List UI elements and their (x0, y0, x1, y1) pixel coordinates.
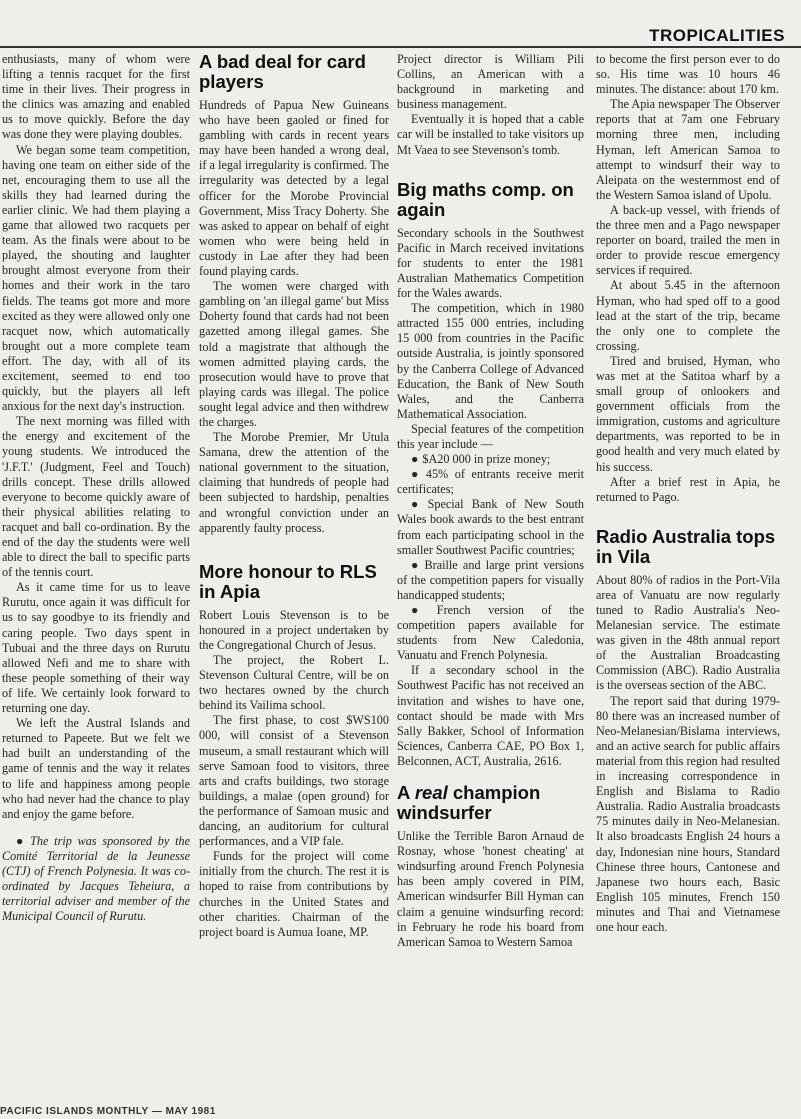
paragraph: Tired and bruised, Hyman, who was met at the Satitoa wharf by a small group of onlookers and government officials from the immigration, customs and agriculture departments, was reported to be in good health and very much elated by his success. (596, 353, 780, 474)
page-footer: PACIFIC ISLANDS MONTHLY — MAY 1981 (0, 1106, 216, 1117)
column-1 (2, 52, 190, 1095)
list-item-text: $A20 000 in prize money; (422, 452, 551, 467)
paragraph: The first phase, to cost $WS100 000, will consist of a Stevenson museum, a small restaurant which will serve Samoan food to visitors, three arts and crafts buildings, two storage buildings, a malae (open ground) for the performance of Samoan music and dancing, an auditorium for cultural performances, and a VIP fale. (199, 713, 389, 849)
sponsor-credit-text: The trip was sponsored by the Comité Territorial de la Jeunesse (CTJ) of French Polynesia. It was co-ordinated by Jacques Teheiura, a territorial adviser and member of the Municipal Council of Rurutu. (2, 833, 190, 924)
list-item (397, 452, 584, 467)
bullet-icon: ● (411, 452, 419, 467)
list-item-text: 45% of entrants receive merit certificates; (397, 467, 584, 497)
sponsor-credit (2, 834, 190, 925)
paragraph: A back-up vessel, with friends of the three men and a Pago newspaper reporter on board, trailed the men in order to provide rescue emergency services if required. (596, 202, 780, 278)
bullet-icon: ● (16, 833, 27, 848)
title-part: champion windsurfer (397, 782, 541, 824)
paragraph: Eventually it is hoped that a cable car will be installed to take visitors up Mt Vaea to see Stevenson's tomb. (397, 112, 584, 157)
paragraph: Secondary schools in the Southwest Pacific in March received invitations for students to enter the 1981 Australian Mathematics Competition for the Wales awards. (397, 225, 584, 301)
bullet-icon: ● (411, 497, 424, 512)
paragraph: At about 5.45 in the afternoon Hyman, who had sped off to a good lead at the start of the trip, became the only one to complete the crossing. (596, 278, 780, 353)
list-item-text: Braille and large print versions of the competition papers for visually handicapped students; (397, 557, 584, 602)
paragraph: Special features of the competition this year include — (397, 421, 584, 451)
article-title-rls-apia: More honour to RLS in Apia (199, 560, 377, 602)
paragraph: The women were charged with gambling on 'an illegal game' but Miss Doherty found that cards had not been gazetted among illegal games. She told a magistrate that although the women admitted playing cards, the prosecution would have to prove that playing cards was illegal. The police sought legal advice and then withdrew the charges. (199, 279, 389, 429)
paragraph: After a brief rest in Apia, he returned to Pago. (596, 474, 780, 504)
article-title-card-players: A bad deal for card players (199, 52, 366, 92)
list-item-text: Special Bank of New South Wales book awards to the best entrant from each participating school in the smaller Southwest Pacific countries; (397, 497, 584, 557)
article-title-windsurfer (397, 783, 584, 823)
list-item (397, 603, 584, 663)
paragraph: The Morobe Premier, Mr Utula Samana, drew the attention of the national government to the situation, claiming that hundreds of people had been subjected to hardship, penalties and wrongful conviction under an apparently faulty process. (199, 430, 389, 535)
list-item (397, 497, 584, 557)
paragraph: The project, the Robert L. Stevenson Cultural Centre, will be on two hectares owned by the church behind its Vailima school. (199, 653, 389, 713)
paragraph: The next morning was filled with the energy and excitement of the young students. We introduced the 'J.F.T.' (Judgment, Feel and Touch) drills concept. These drills allowed everyone to become quickly aware of their physical abilities relating to racquet and ball co-ordination. By the end of the day the students were well able to direct the ball to specific parts of the tennis court. (2, 414, 190, 580)
title-part: A (397, 782, 415, 804)
column-2 (199, 52, 389, 1095)
column-4 (596, 52, 780, 1095)
paragraph: We left the Austral Islands and returned to Papeete. But we felt we had built an understanding of the game of tennis and the way it relates to life and happiness among people who had never had the chance to play and enjoy the game before. (2, 716, 190, 821)
paragraph: Unlike the Terrible Baron Arnaud de Rosnay, whose 'honest cheating' at windsurfing around French Polynesia has been amply covered in PIM, American windsurfer Bill Hyman can claim a genuine windsurfing record: in February he rode his board from American Samoa to Western Samoa (397, 829, 584, 949)
paragraph: The competition, which in 1980 attracted 155 000 entries, including 15 000 from countries in the Pacific outside Australia, is jointly sponsored by the Canberra College of Advanced Education, the Bank of New South Wales, and the Canberra Mathematical Association. (397, 301, 584, 421)
paragraph: The Apia newspaper The Observer reports that at 7am one February morning three men, including Hyman, left American Samoa to attempt to windsurf their way to Aleipata on the westernmost end of the Western Samoa island of Upolu. (596, 97, 780, 202)
paragraph: As it came time for us to leave Rurutu, once again it was difficult for us to say goodbye to its friendly and caring people. Two days spent in Tubuai and the three days on Rurutu allowed Nefi and me to share with these people something of their way of life. We certainly look forward to returning one day. (2, 580, 190, 716)
list-item (397, 558, 584, 603)
paragraph: Funds for the project will come initially from the church. The rest it is hoped to raise from contributions by churches in the United States and other charities. Chairman of the project board is Aumua Ioane, MP. (199, 849, 389, 939)
article-title-maths-comp: Big maths comp. on again (397, 178, 574, 220)
paragraph: Robert Louis Stevenson is to be honoured in a project undertaken by the Congregational Church of Jesus. (199, 607, 389, 652)
paragraph: Project director is William Pili Collins, an American with a background in marketing and business management. (397, 52, 584, 112)
paragraph: We began some team competition, having one team on either side of the net, encouraging them to use all the skills they had learned during the earlier clinic. We had them playing a game that allowed two racquets per team. As the finals were about to be played, the shouting and laughter brought almost everyone from their homes and their work in the taro fields. The teams got more and more excited as they were allowed only one racquet now, which automatically brought out a more complete team effort. The day, with all of its excitement, seemed to end too quickly, but the players all left anxious for the next day's instruction. (2, 142, 190, 414)
paragraph: to become the first person ever to do so. His time was 10 hours 46 minutes. The distance: about 170 km. (596, 52, 780, 97)
paragraph: Hundreds of Papua New Guineans who have been gaoled or fined for gambling with cards in recent years may have been handed a wrong deal, if a legal irregularity is confirmed. The irregularity was detected by a legal officer for the Morobe Provincial Government, Miss Tracy Doherty. She was asked to appear on behalf of eight women who were being held in custody in Lae after they had been found playing cards. (199, 98, 389, 279)
bullet-icon: ● (411, 467, 422, 482)
paragraph: enthusiasts, many of whom were lifting a tennis racquet for the first time in their lives. Their progress in the clinics was amazing and enabled us to move quickly. Before the day was done they were playing doubles. (2, 52, 190, 142)
header-rule (0, 46, 801, 48)
paragraph: If a secondary school in the Southwest Pacific has not received an invitation and wishes to have one, contact should be made with Mrs Sally Bakker, School of Information Sciences, Canberra CAE, PO Box 1, Belconnen, ACT, Australia, 2616. (397, 663, 584, 768)
column-3 (397, 52, 584, 1095)
list-item-text: French version of the competition papers available for students from New Caledonia, Vanuatu and French Polynesia. (397, 603, 584, 663)
title-emphasis: real (414, 782, 448, 804)
bullet-icon: ● (411, 603, 433, 617)
list-item (397, 467, 584, 497)
paragraph: The report said that during 1979-80 there was an increased number of Neo-Melanesian/Bislama interviews, and an active search for public affairs material from this region had resulted in increasing correspondence in English and Bislama to Radio Australia. Radio Australia broadcasts 75 minutes daily in Neo-Melanesian. It also broadcasts English 24 hours a day, Indonesian nine hours, Standard Chinese three hours, Cantonese and Japanese two hours each, Basic English 105 minutes, French 150 minutes and Thai and Vietnamese one hour each. (596, 693, 780, 934)
paragraph: About 80% of radios in the Port-Vila area of Vanuatu are now regularly tuned to Radio Australia's Neo-Melanesian service. The estimate was given in the 48th annual report of the Australian Broadcasting Commission (ABC). Radio Australia is the overseas section of the ABC. (596, 572, 780, 693)
bullet-icon: ● (411, 557, 421, 572)
section-label: TROPICALITIES (649, 26, 785, 45)
article-title-radio-australia: Radio Australia tops in Vila (596, 525, 776, 567)
